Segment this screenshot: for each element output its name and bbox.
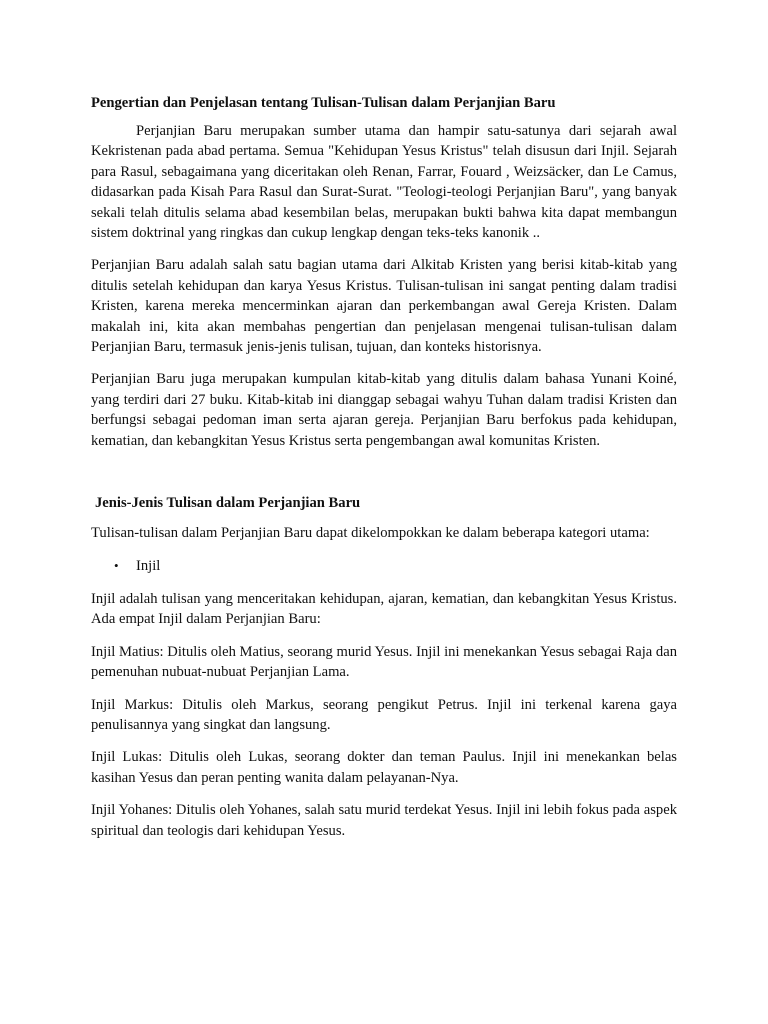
paragraph-injil-definition: Injil adalah tulisan yang menceritakan kehidupan, ajaran, kematian, dan kebangkitan Yesus Kristus. Ada empat Injil dalam Perjanjian Baru: [91, 590, 677, 628]
blank-line [91, 463, 677, 493]
paragraph-injil-yohanes: Injil Yohanes: Ditulis oleh Yohanes, salah satu murid terdekat Yesus. Injil ini lebih fokus pada aspek spiritual dan teologis dari kehidupan Yesus. [91, 802, 677, 839]
paragraph-injil-markus: Injil Markus: Ditulis oleh Markus, seorang pengikut Petrus. Injil ini terkenal karena gaya penulisannya yang singkat dan langsung. [91, 696, 677, 733]
bullet-list [91, 556, 677, 576]
list-item [91, 556, 677, 576]
paragraph-collection: Perjanjian Baru juga merupakan kumpulan kitab-kitab yang ditulis dalam bahasa Yunani Koiné, yang terdiri dari 27 buku. Kitab-kitab ini dianggap sebagai wahyu Tuhan dalam tradisi Kristen dan berfungsi sebagai pedoman iman serta ajaran gereja. Perjanjian Baru berfokus pada kehidupan, kematian, dan kebangkitan Yesus Kristus serta pengembangan awal komunitas Kristen. [91, 371, 677, 449]
section-heading-pengertian: Pengertian dan Penjelasan tentang Tulisan-Tulisan dalam Perjanjian Baru [91, 95, 556, 111]
paragraph-definition: Perjanjian Baru adalah salah satu bagian utama dari Alkitab Kristen yang berisi kitab-kitab yang ditulis setelah kehidupan dan karya Yesus Kristus. Tulisan-tulisan ini sangat penting dalam tradisi Kristen, karena mereka mencerminkan ajaran dan perkembangan awal Gereja Kristen. Dalam makalah ini, kita akan membahas pengertian dan penjelasan mengenai tulisan-tulisan dalam Perjanjian Baru, termasuk jenis-jenis tulisan, tujuan, dan konteks historisnya. [91, 257, 677, 356]
paragraph-injil-lukas: Injil Lukas: Ditulis oleh Lukas, seorang dokter dan teman Paulus. Injil ini menekankan belas kasihan Yesus dan peran penting wanita dalam pelayanan-Nya. [91, 749, 677, 786]
list-item-label: Injil [136, 557, 161, 574]
section-heading-jenis: Jenis-Jenis Tulisan dalam Perjanjian Baru [95, 495, 361, 512]
paragraph-categories-intro: Tulisan-tulisan dalam Perjanjian Baru dapat dikelompokkan ke dalam beberapa kategori utama: [91, 525, 650, 542]
bullet-icon: • [114, 557, 119, 573]
paragraph-intro-sources: Perjanjian Baru merupakan sumber utama dan hampir satu-satunya dari sejarah awal Kekristenan pada abad pertama. Semua "Kehidupan Yesus Kristus" telah disusun dari Injil. Sejarah para Rasul, sebagaimana yang diceritakan oleh Renan, Farrar, Fouard , Weizsäcker, dan Le Camus, didasarkan pada Kisah Para Rasul dan Surat-Surat. "Teologi-teologi Perjanjian Baru", yang banyak sekali telah ditulis selama abad kesembilan belas, merupakan bukti bahwa kita dapat membangun sistem doktrinal yang ringkas dan cukup lengkap dengan teks-teks kanonik .. [91, 123, 677, 242]
paragraph-injil-matius: Injil Matius: Ditulis oleh Matius, seorang murid Yesus. Injil ini menekankan Yesus sebagai Raja dan pemenuhan nubuat-nubuat Perjanjian Lama. [91, 643, 677, 681]
